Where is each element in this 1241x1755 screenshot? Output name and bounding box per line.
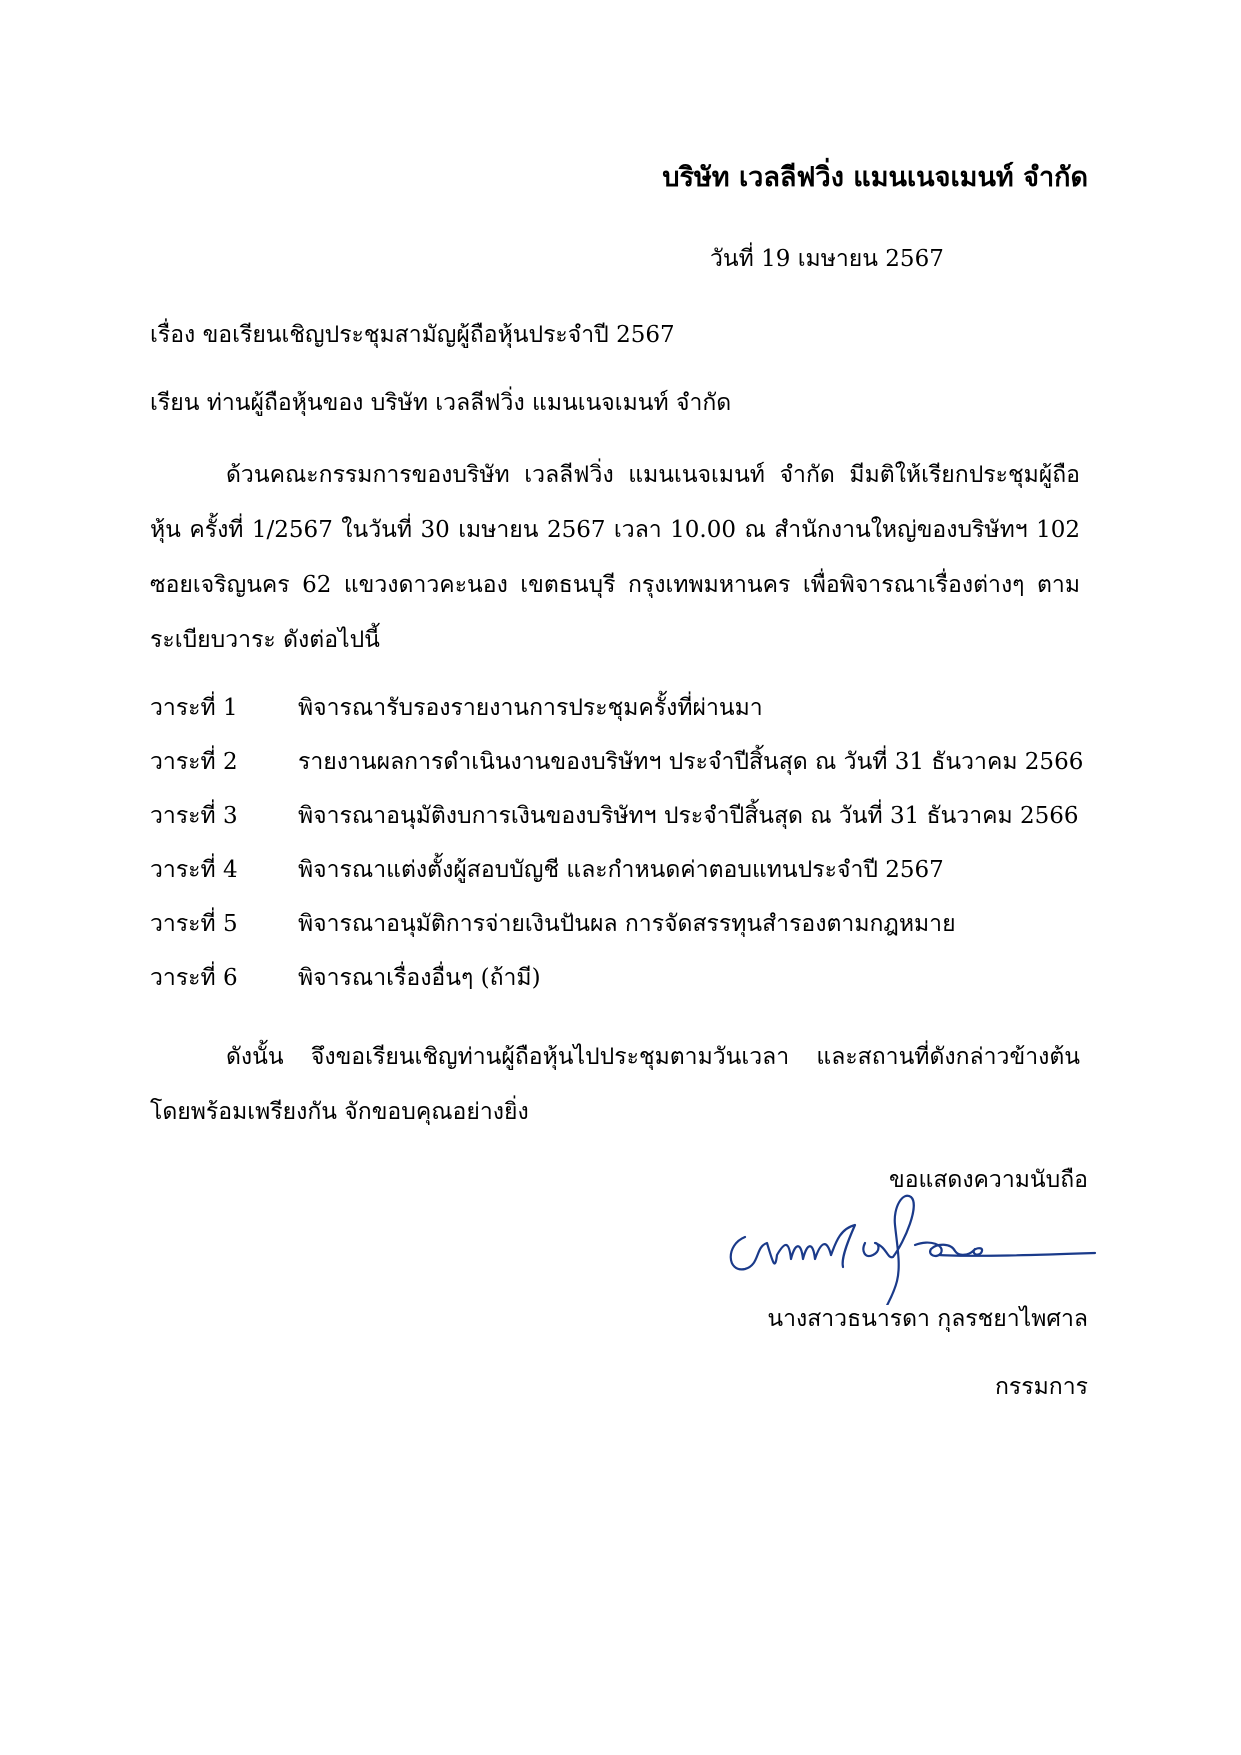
agenda-text: พิจารณาแต่งตั้งผู้สอบบัญชี และกำหนดค่าตอบแทนประจำปี 2567 [298, 857, 944, 883]
sign-off: ขอแสดงความนับถือ [888, 1167, 1088, 1193]
agenda-number: วาระที่ 4 [150, 857, 238, 883]
agenda-item [150, 906, 1090, 960]
letter-date: วันที่ 19 เมษายน 2567 [710, 246, 944, 272]
agenda-item [150, 960, 1090, 1014]
signer-position: กรรมการ [995, 1374, 1088, 1400]
agenda-item [150, 744, 1090, 798]
agenda-item [150, 690, 1090, 744]
agenda-number: วาระที่ 6 [150, 965, 238, 991]
closing-paragraph: ดังนั้น จึงขอเรียนเชิญท่านผู้ถือหุ้นไปประชุมตามวันเวลา และสถานที่ดังกล่าวข้างต้น โดยพร้อมเพรียงกัน จักขอบคุณอย่างยิ่ง [150, 1044, 1080, 1125]
agenda-text: พิจารณาเรื่องอื่นๆ (ถ้ามี) [298, 965, 541, 991]
agenda-number: วาระที่ 5 [150, 911, 238, 937]
letter-recipient: เรียน ท่านผู้ถือหุ้นของ บริษัท เวลลีฟวิ่ง แมนเนจเมนท์ จำกัด [150, 390, 732, 416]
agenda-item [150, 852, 1090, 906]
agenda-text: พิจารณาอนุมัติงบการเงินของบริษัทฯ ประจำปีสิ้นสุด ณ วันที่ 31 ธันวาคม 2566 [298, 803, 1079, 829]
agenda-text: พิจารณาอนุมัติการจ่ายเงินปันผล การจัดสรรทุนสำรองตามกฎหมาย [298, 911, 956, 937]
company-title: บริษัท เวลลีฟวิ่ง แมนเนจเมนท์ จำกัด [662, 162, 1088, 193]
agenda-number: วาระที่ 3 [150, 803, 238, 829]
signature-strokes [731, 1196, 1095, 1305]
signature-image [715, 1185, 1120, 1305]
agenda-number: วาระที่ 1 [150, 695, 238, 721]
agenda-text: พิจารณารับรองรายงานการประชุมครั้งที่ผ่านมา [298, 695, 763, 721]
letter-subject: เรื่อง ขอเรียนเชิญประชุมสามัญผู้ถือหุ้นประจำปี 2567 [150, 322, 675, 348]
signer-name: นางสาวธนารดา กุลรชยาไพศาล [767, 1306, 1088, 1332]
agenda-list [150, 690, 1090, 1014]
agenda-number: วาระที่ 2 [150, 749, 238, 775]
agenda-item [150, 798, 1090, 852]
agenda-text: รายงานผลการดำเนินงานของบริษัทฯ ประจำปีสิ้นสุด ณ วันที่ 31 ธันวาคม 2566 [298, 749, 1084, 775]
body-paragraph: ด้วนคณะกรรมการของบริษัท เวลลีฟวิ่ง แมนเนจเมนท์ จำกัด มีมติให้เรียกประชุมผู้ถือหุ้น ครั้งที่ 1/2567 ในวันที่ 30 เมษายน 2567 เวลา 10.00 ณ สำนักงานใหญ่ของบริษัทฯ 102 ซอยเจริญนคร 62 แขวงดาวคะนอง เขตธนบุรี กรุงเทพมหานคร เพื่อพิจารณาเรื่องต่างๆ ตามระเบียบวาระ ดังต่อไปนี้ [150, 462, 1080, 653]
